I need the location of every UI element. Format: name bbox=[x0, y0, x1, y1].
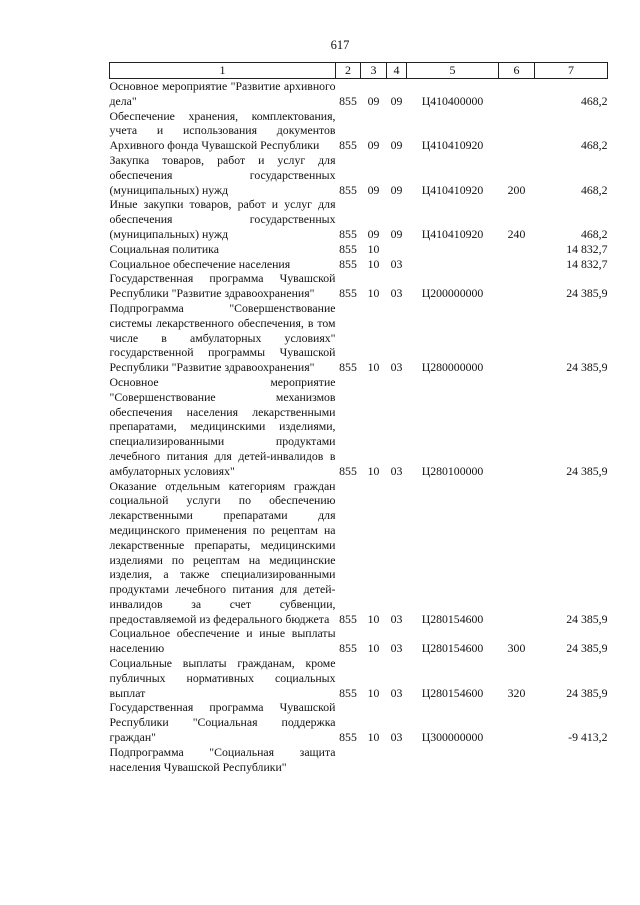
row-subsection: 03 bbox=[390, 286, 403, 301]
table-row bbox=[110, 745, 608, 775]
budget-table bbox=[109, 62, 608, 774]
row-admin-code: 855 bbox=[339, 182, 357, 197]
row-amount: 24 385,9 bbox=[566, 685, 608, 700]
row-section: 09 bbox=[367, 182, 380, 197]
table-row bbox=[110, 79, 608, 109]
row-section: 10 bbox=[367, 286, 380, 301]
row-expense-type bbox=[499, 79, 535, 109]
row-section bbox=[361, 745, 387, 775]
row-admin-code: 855 bbox=[339, 360, 357, 375]
row-amount: 24 385,9 bbox=[566, 286, 608, 301]
row-admin-code: 855 bbox=[339, 611, 357, 626]
row-expense-type bbox=[499, 242, 535, 257]
row-expense-type bbox=[499, 271, 535, 301]
row-section: 10 bbox=[367, 611, 380, 626]
row-name: Подпрограмма "Совершенствование системы лекарственного обеспечения, в том числе в амбулаторных условиях" государственной программы Чувашской Республики "Развитие здравоохранения" bbox=[109, 300, 336, 375]
table-row bbox=[110, 197, 608, 241]
row-expense-type: 300 bbox=[507, 641, 526, 656]
table-row bbox=[110, 109, 608, 153]
row-target-code: Ц280154600 bbox=[421, 685, 484, 700]
row-name: Закупка товаров, работ и услуг для обеспечения государственных (муниципальных) нужд bbox=[109, 152, 336, 197]
row-expense-type bbox=[499, 109, 535, 153]
row-amount: 24 385,9 bbox=[566, 360, 608, 375]
column-header-name: 1 bbox=[110, 63, 336, 79]
column-header-admin: 2 bbox=[336, 63, 361, 79]
row-name: Социальная политика bbox=[109, 241, 219, 256]
row-target-code: Ц200000000 bbox=[421, 286, 484, 301]
table-row bbox=[110, 375, 608, 479]
row-target-code: Ц300000000 bbox=[421, 730, 484, 745]
column-header-section: 3 bbox=[361, 63, 387, 79]
row-name: Основное мероприятие "Совершенствование механизмов обеспечения населения лекарственными препаратами, медицинскими изделиями, специализированными продуктами лечебного питания для детей-инвалидов в амбулаторных условиях" bbox=[109, 374, 336, 478]
row-section: 10 bbox=[367, 641, 380, 656]
row-subsection bbox=[387, 242, 407, 257]
row-admin-code: 855 bbox=[339, 463, 357, 478]
row-section: 10 bbox=[367, 685, 380, 700]
row-name: Оказание отдельным категориям граждан социальной услуги по обеспечению лекарственными препаратами для медицинского применения по рецептам на лекарственные препараты, медицинскими изделиями по рецептам на медицинские изделия, а также специализированными продуктами лечебного питания для детей-инвалидов за счет субвенции, предоставляемой из федерального бюджета bbox=[109, 478, 336, 626]
row-name: Социальные выплаты гражданам, кроме публичных нормативных социальных выплат bbox=[109, 656, 336, 700]
row-subsection bbox=[387, 745, 407, 775]
row-target-code: Ц280154600 bbox=[421, 641, 484, 656]
row-expense-type bbox=[499, 745, 535, 775]
row-expense-type: 320 bbox=[507, 685, 526, 700]
table-header bbox=[110, 63, 608, 79]
row-admin-code: 855 bbox=[339, 93, 357, 108]
row-amount: 468,2 bbox=[580, 138, 608, 153]
row-amount: 24 385,9 bbox=[566, 641, 608, 656]
row-target-code: Ц410410920 bbox=[421, 182, 484, 197]
row-amount: 24 385,9 bbox=[566, 611, 608, 626]
row-amount: 468,2 bbox=[580, 226, 608, 241]
row-admin-code: 855 bbox=[339, 256, 357, 271]
row-subsection: 03 bbox=[390, 641, 403, 656]
column-header-subsection: 4 bbox=[387, 63, 407, 79]
row-name: Иные закупки товаров, работ и услуг для обеспечения государственных (муниципальных) нужд bbox=[109, 197, 336, 241]
row-name: Социальное обеспечение и иные выплаты населению bbox=[109, 626, 336, 656]
row-amount: 14 832,7 bbox=[566, 241, 608, 256]
row-target-code: Ц410400000 bbox=[421, 93, 484, 108]
row-expense-type bbox=[499, 479, 535, 627]
row-admin-code: 855 bbox=[339, 226, 357, 241]
row-section: 09 bbox=[367, 226, 380, 241]
column-header-expense-type: 6 bbox=[499, 63, 535, 79]
row-name: Обеспечение хранения, комплектования, учета и использования документов Архивного фонда Чувашской Республики bbox=[109, 108, 336, 153]
row-target-code bbox=[407, 257, 499, 272]
row-subsection: 09 bbox=[390, 93, 403, 108]
row-target-code bbox=[407, 745, 499, 775]
header-row bbox=[110, 63, 608, 79]
page-number: 617 bbox=[330, 38, 350, 52]
row-admin-code: 855 bbox=[339, 685, 357, 700]
table-row bbox=[110, 257, 608, 272]
row-target-code: Ц410410920 bbox=[421, 138, 484, 153]
row-target-code bbox=[407, 242, 499, 257]
row-subsection: 03 bbox=[390, 730, 403, 745]
row-target-code: Ц280154600 bbox=[421, 611, 484, 626]
row-expense-type bbox=[499, 700, 535, 744]
row-amount: 14 832,7 bbox=[566, 256, 608, 271]
row-subsection: 09 bbox=[390, 226, 403, 241]
row-amount: 468,2 bbox=[580, 182, 608, 197]
row-admin-code: 855 bbox=[339, 241, 357, 256]
row-expense-type: 200 bbox=[507, 182, 526, 197]
column-header-amount: 7 bbox=[535, 63, 608, 79]
table-row bbox=[110, 301, 608, 375]
table-row bbox=[110, 479, 608, 627]
table-row bbox=[110, 271, 608, 301]
row-subsection: 03 bbox=[390, 611, 403, 626]
table-body bbox=[110, 79, 608, 775]
row-admin-code: 855 bbox=[339, 641, 357, 656]
row-subsection: 03 bbox=[390, 463, 403, 478]
row-section: 09 bbox=[367, 138, 380, 153]
row-admin-code: 855 bbox=[339, 138, 357, 153]
row-section: 10 bbox=[367, 256, 380, 271]
row-target-code: Ц280000000 bbox=[421, 360, 484, 375]
row-subsection: 09 bbox=[390, 182, 403, 197]
row-amount bbox=[535, 745, 608, 775]
column-header-target-code: 5 bbox=[407, 63, 499, 79]
row-name: Подпрограмма "Социальная защита населения Чувашской Республики" bbox=[109, 744, 336, 774]
row-section: 10 bbox=[367, 730, 380, 745]
row-section: 10 bbox=[367, 241, 380, 256]
row-target-code: Ц280100000 bbox=[421, 463, 484, 478]
row-admin-code bbox=[336, 745, 361, 775]
row-expense-type bbox=[499, 257, 535, 272]
row-subsection: 03 bbox=[390, 685, 403, 700]
row-subsection: 03 bbox=[390, 360, 403, 375]
row-name: Государственная программа Чувашской Республики "Социальная поддержка граждан" bbox=[109, 700, 336, 745]
table-row bbox=[110, 656, 608, 700]
row-name: Социальное обеспечение населения bbox=[109, 256, 291, 271]
table-row bbox=[110, 700, 608, 744]
row-expense-type: 240 bbox=[507, 226, 526, 241]
row-target-code: Ц410410920 bbox=[421, 226, 484, 241]
table-row bbox=[110, 242, 608, 257]
table-row bbox=[110, 153, 608, 197]
row-amount: -9 413,2 bbox=[568, 730, 608, 745]
row-admin-code: 855 bbox=[339, 286, 357, 301]
row-name: Основное мероприятие "Развитие архивного дела" bbox=[109, 79, 336, 108]
table-row bbox=[110, 626, 608, 656]
row-section: 10 bbox=[367, 463, 380, 478]
row-amount: 24 385,9 bbox=[566, 463, 608, 478]
row-name: Государственная программа Чувашской Республики "Развитие здравоохранения" bbox=[109, 271, 336, 301]
row-section: 10 bbox=[367, 360, 380, 375]
row-subsection: 09 bbox=[390, 138, 403, 153]
row-admin-code: 855 bbox=[339, 730, 357, 745]
row-expense-type bbox=[499, 301, 535, 375]
row-expense-type bbox=[499, 375, 535, 479]
row-section: 09 bbox=[367, 93, 380, 108]
row-subsection: 03 bbox=[390, 256, 403, 271]
row-amount: 468,2 bbox=[580, 93, 608, 108]
